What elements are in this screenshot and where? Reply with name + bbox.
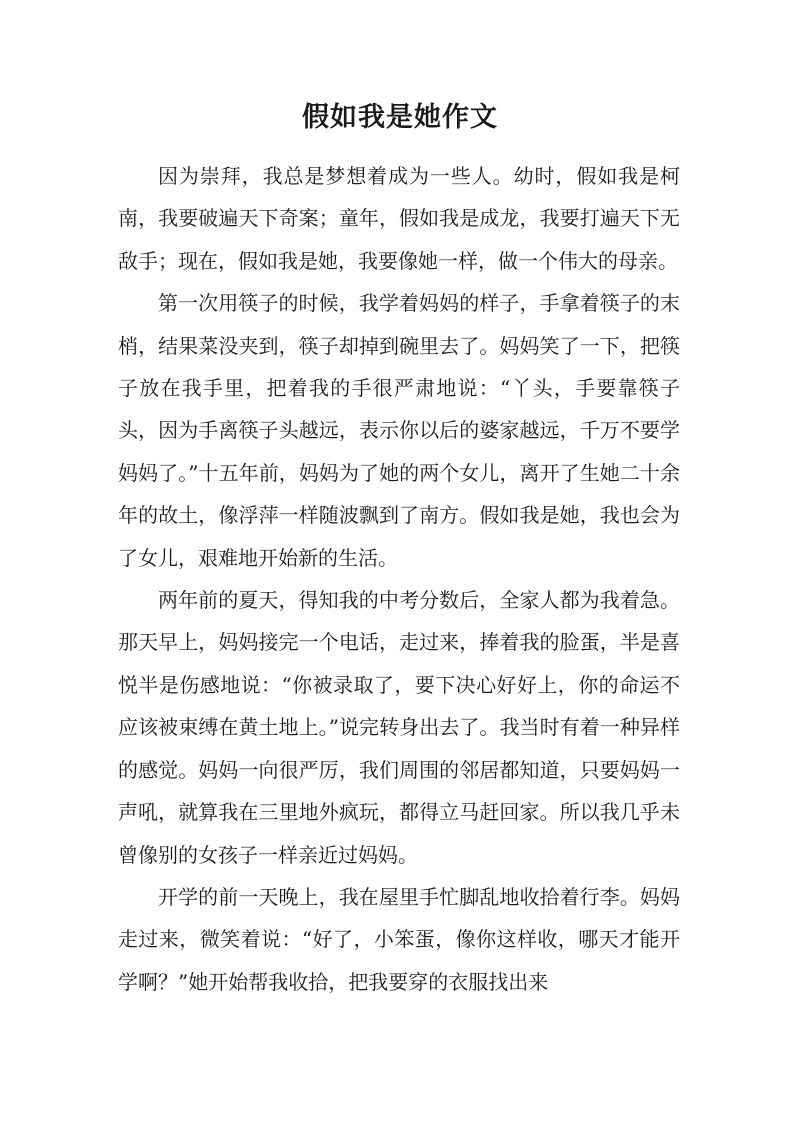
essay-title: 假如我是她作文 (302, 102, 498, 133)
paragraph-2: 第一次用筷子的时候，我学着妈妈的样子，手拿着筷子的末梢，结果菜没夹到，筷子却掉到碗里去了。妈妈笑了一下，把筷子放在我手里，把着我的手很严肃地说：“丫头，手要靠筷子头，因为手离筷子头越远，表示你以后的婆家越远，千万不要学妈妈了。”十五年前，妈妈为了她的两个女儿，离开了生她二十余年的故土，像浮萍一样随波飘到了南方。假如我是她，我也会为了女儿，艰难地开始新的生活。 (118, 291, 680, 570)
essay-body (118, 155, 680, 1003)
paragraph-4: 开学的前一天晚上，我在屋里手忙脚乱地收拾着行李。妈妈走过来，微笑着说：“好了，小笨蛋，像你这样收，哪天才能开学啊？”她开始帮我收拾，把我要穿的衣服找出来 (118, 884, 680, 994)
paragraph-1: 因为崇拜，我总是梦想着成为一些人。幼时，假如我是柯南，我要破遍天下奇案；童年，假如我是成龙，我要打遍天下无敌手；现在，假如我是她，我要像她一样，做一个伟大的母亲。 (118, 164, 680, 273)
paragraph-3: 两年前的夏天，得知我的中考分数后，全家人都为我着急。那天早上，妈妈接完一个电话，走过来，捧着我的脸蛋，半是喜悦半是伤感地说：“你被录取了，要下决心好好上，你的命运不应该被束缚在黄土地上。”说完转身出去了。我当时有着一种异样的感觉。妈妈一向很严厉，我们周围的邻居都知道，只要妈妈一声吼，就算我在三里地外疯玩，都得立马赶回家。所以我几乎未曾像别的女孩子一样亲近过妈妈。 (118, 588, 680, 867)
